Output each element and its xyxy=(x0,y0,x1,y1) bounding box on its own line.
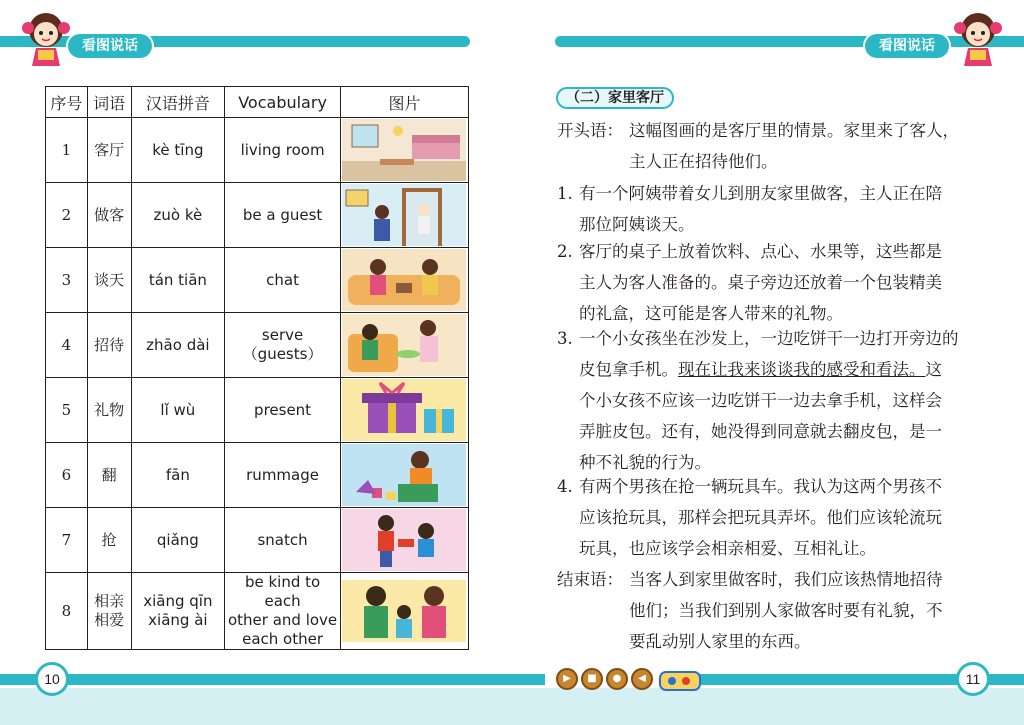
chat-picture xyxy=(342,249,466,311)
text-line: 那位阿姨谈天。 xyxy=(579,215,695,234)
vocabulary-table xyxy=(45,86,469,650)
table-row xyxy=(46,573,469,650)
row-word: 谈天 xyxy=(87,248,131,313)
row-word xyxy=(87,573,131,650)
footer-band xyxy=(0,688,1024,725)
item-index: 3. xyxy=(557,329,573,348)
text-line: 个小女孩不应该一边吃饼干一边去拿手机，这样会 xyxy=(579,391,942,410)
row-word: 礼物 xyxy=(87,378,131,443)
living-room-picture xyxy=(342,119,466,181)
pinyin-line: xiāng ài xyxy=(148,611,208,629)
vocab-line: serve xyxy=(261,326,304,344)
text-line: 主人为客人准备的。桌子旁边还放着一个包装精美 xyxy=(579,273,942,292)
word-line: 相爱 xyxy=(94,611,125,629)
row-number: 7 xyxy=(46,508,88,573)
table-header-row xyxy=(46,87,469,118)
header-title-right: 看图说话 xyxy=(865,34,949,58)
row-vocabulary xyxy=(225,313,341,378)
row-pinyin: fān xyxy=(131,443,225,508)
row-number: 4 xyxy=(46,313,88,378)
family-picture xyxy=(342,580,466,642)
text-line: 的礼盒，这可能是客人带来的礼物。 xyxy=(579,304,843,323)
table-row xyxy=(46,248,469,313)
header-vocabulary: Vocabulary xyxy=(225,87,341,118)
text-line xyxy=(579,354,987,385)
vocab-line: other and love xyxy=(227,611,338,629)
text-line: 弄脏皮包。还有，她没得到同意就去翻皮包，是一 xyxy=(579,422,942,441)
girl-mascot-icon xyxy=(20,10,72,68)
snatch-picture xyxy=(342,509,466,571)
text-line: 有两个男孩在抢一辆玩具车。我认为这两个男孩不 xyxy=(579,477,942,496)
girl-mascot-icon xyxy=(952,10,1004,68)
present-picture xyxy=(342,379,466,441)
serve-picture xyxy=(342,314,466,376)
row-pinyin xyxy=(131,573,225,650)
footer-bar-left xyxy=(0,674,545,685)
row-pinyin: kè tīng xyxy=(131,118,225,183)
word-line: 相亲 xyxy=(94,592,125,610)
closing-label: 结束语： xyxy=(557,570,623,589)
page-number-left: 10 xyxy=(35,662,69,696)
table-row xyxy=(46,378,469,443)
table-row xyxy=(46,508,469,573)
list-item xyxy=(557,178,987,240)
header-title-left: 看图说话 xyxy=(68,34,152,58)
row-word: 抢 xyxy=(87,508,131,573)
row-vocabulary: snatch xyxy=(225,508,341,573)
item-index: 4. xyxy=(557,477,573,496)
text-line: 主人正在招待他们。 xyxy=(629,152,778,171)
closing-paragraph xyxy=(557,564,987,657)
vocab-line: each other xyxy=(242,630,324,648)
row-word: 做客 xyxy=(87,183,131,248)
playback-icon[interactable]: ◀ xyxy=(631,668,653,690)
row-number: 5 xyxy=(46,378,88,443)
brand-logo-icon xyxy=(658,668,702,694)
pinyin-line: xiāng qīn xyxy=(143,592,213,610)
row-vocabulary: living room xyxy=(225,118,341,183)
list-item xyxy=(557,323,987,478)
table-row xyxy=(46,443,469,508)
list-item xyxy=(557,236,987,329)
header-number: 序号 xyxy=(46,87,88,118)
item-index: 2. xyxy=(557,242,573,261)
vocab-line: （guests） xyxy=(242,345,323,363)
header-picture: 图片 xyxy=(340,87,468,118)
row-pinyin: tán tiān xyxy=(131,248,225,313)
row-number: 6 xyxy=(46,443,88,508)
microphone-icon[interactable]: ● xyxy=(606,668,628,690)
text-segment: 皮包拿手机。 xyxy=(579,360,678,379)
list-item xyxy=(557,471,987,564)
row-pinyin: zuò kè xyxy=(131,183,225,248)
rummage-picture xyxy=(342,444,466,506)
stop-icon[interactable]: ■ xyxy=(581,668,603,690)
section-title: （二）家里客厅 xyxy=(556,87,674,109)
text-line: 客厅的桌子上放着饮料、点心、水果等，这些都是 xyxy=(579,242,942,261)
row-vocabulary: rummage xyxy=(225,443,341,508)
vocab-line: be kind to each xyxy=(244,573,321,610)
table-row xyxy=(46,313,469,378)
row-vocabulary: chat xyxy=(225,248,341,313)
header-pinyin: 汉语拼音 xyxy=(131,87,225,118)
text-line: 他们；当我们到别人家做客时要有礼貌，不 xyxy=(629,601,943,620)
row-pinyin: zhāo dài xyxy=(131,313,225,378)
text-line: 应该抢玩具，那样会把玩具弄坏。他们应该轮流玩 xyxy=(579,508,942,527)
row-number: 3 xyxy=(46,248,88,313)
header-word: 词语 xyxy=(87,87,131,118)
row-word: 翻 xyxy=(87,443,131,508)
audio-controls xyxy=(556,668,702,696)
row-vocabulary: present xyxy=(225,378,341,443)
row-number: 1 xyxy=(46,118,88,183)
text-line: 玩具，也应该学会相亲相爱、互相礼让。 xyxy=(579,539,876,558)
table-row xyxy=(46,183,469,248)
text-line: 要乱动别人家里的东西。 xyxy=(629,632,811,651)
row-vocabulary: be a guest xyxy=(225,183,341,248)
row-word: 招待 xyxy=(87,313,131,378)
page-number-right: 11 xyxy=(956,662,990,696)
play-pause-icon[interactable]: ▶ xyxy=(556,668,578,690)
row-vocabulary xyxy=(225,573,341,650)
row-pinyin: qiǎng xyxy=(131,508,225,573)
guest-picture xyxy=(342,184,466,246)
item-index: 1. xyxy=(557,184,573,203)
text-segment: 这 xyxy=(925,360,942,379)
row-number: 8 xyxy=(46,573,88,650)
opening-label: 开头语： xyxy=(557,121,623,140)
row-word: 客厅 xyxy=(87,118,131,183)
underlined-phrase: 现在让我来谈谈我的感受和看法。 xyxy=(678,360,926,379)
text-line: 一个小女孩坐在沙发上，一边吃饼干一边打开旁边的 xyxy=(579,329,959,348)
text-line: 这幅图画的是客厅里的情景。家里来了客人， xyxy=(629,121,959,140)
row-pinyin: lǐ wù xyxy=(131,378,225,443)
text-line: 有一个阿姨带着女儿到朋友家里做客，主人正在陪 xyxy=(579,184,942,203)
text-line: 种不礼貌的行为。 xyxy=(579,453,711,472)
opening-paragraph xyxy=(557,115,987,177)
row-number: 2 xyxy=(46,183,88,248)
table-row xyxy=(46,118,469,183)
text-line: 当客人到家里做客时，我们应该热情地招待 xyxy=(629,570,943,589)
